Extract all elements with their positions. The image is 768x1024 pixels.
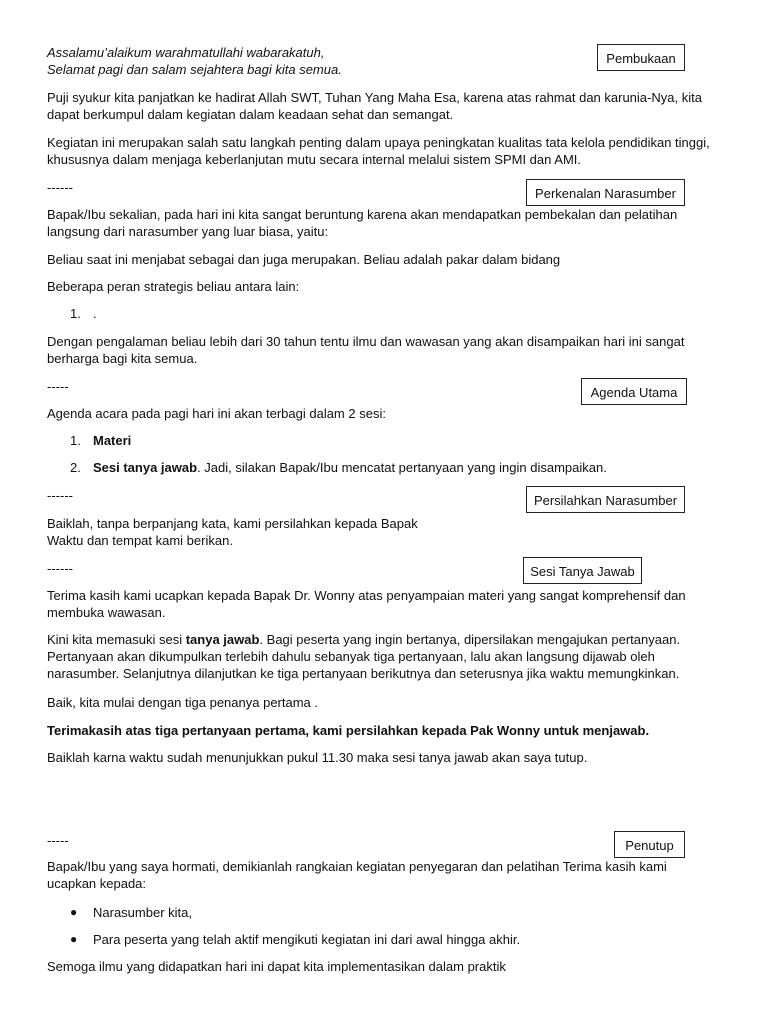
- closing-paragraph-1: Bapak/Ibu yang saya hormati, demikianlah rangkaian kegiatan penyegaran dan pelatihan Terima kasih kami ucapkan kepada:: [47, 859, 667, 891]
- opening-paragraph-2: Kegiatan ini merupakan salah satu langkah penting dalam upaya peningkatan kualitas tata kelola pendidikan tinggi, khususnya dalam menjaga keberlanjutan mutu secara internal melalui sistem SPMI dan AMI.: [47, 135, 710, 167]
- divider: ------: [47, 561, 73, 576]
- invite-line-1: Baiklah, tanpa berpanjang kata, kami persilahkan kepada Bapak: [47, 516, 418, 531]
- agenda-item-bold: Sesi tanya jawab: [93, 460, 198, 475]
- intro-paragraph-4: Dengan pengalaman beliau lebih dari 30 tahun tentu ilmu dan wawasan yang akan disampaikan hari ini sangat berharga bagi kita semua.: [47, 334, 685, 366]
- bullet-icon: ●: [70, 932, 78, 946]
- qa-paragraph-3: Baik, kita mulai dengan tiga penanya pertama .: [47, 695, 319, 710]
- intro-paragraph-2: Beliau saat ini menjabat sebagai dan juga merupakan. Beliau adalah pakar dalam bidang: [47, 252, 561, 267]
- label-box-perkenalan-narasumber: Perkenalan Narasumber: [526, 179, 685, 206]
- agenda-item-tanya-jawab: [93, 459, 713, 476]
- list-number: 1.: [70, 306, 81, 321]
- label-box-persilahkan-narasumber: Persilahkan Narasumber: [526, 486, 685, 513]
- qa-paragraph-5: Baiklah karna waktu sudah menunjukkan pukul 11.30 maka sesi tanya jawab akan saya tutup.: [47, 750, 588, 765]
- closing-bullet-2: Para peserta yang telah aktif mengikuti kegiatan ini dari awal hingga akhir.: [93, 932, 521, 947]
- agenda-number-1: 1.: [70, 433, 81, 448]
- greeting-line-1: Assalamu’alaikum warahmatullahi wabarakatuh,: [47, 45, 325, 60]
- closing-bullet-1: Narasumber kita,: [93, 905, 192, 920]
- agenda-paragraph: Agenda acara pada pagi hari ini akan terbagi dalam 2 sesi:: [47, 406, 386, 421]
- qa-paragraph-2-start: Kini kita memasuki sesi: [47, 632, 186, 647]
- divider: -----: [47, 379, 69, 394]
- qa-paragraph-2: [47, 631, 717, 682]
- bullet-icon: ●: [70, 905, 78, 919]
- qa-paragraph-4: Terimakasih atas tiga pertanyaan pertama, kami persilahkan kepada Pak Wonny untuk menjawab.: [47, 723, 650, 738]
- label-box-agenda-utama: Agenda Utama: [581, 378, 687, 405]
- qa-paragraph-1: Terima kasih kami ucapkan kepada Bapak Dr. Wonny atas penyampaian materi yang sangat komprehensif dan membuka wawasan.: [47, 588, 686, 620]
- agenda-item-materi: Materi: [93, 433, 132, 448]
- agenda-number-2: 2.: [70, 460, 81, 475]
- intro-paragraph-3: Beberapa peran strategis beliau antara lain:: [47, 279, 300, 294]
- agenda-item-rest: . Jadi, silakan Bapak/Ibu mencatat pertanyaan yang ingin disampaikan.: [197, 460, 607, 475]
- list-item: .: [93, 306, 97, 321]
- qa-paragraph-2-bold: tanya jawab: [185, 632, 260, 647]
- closing-paragraph-2: Semoga ilmu yang didapatkan hari ini dapat kita implementasikan dalam praktik: [47, 959, 506, 974]
- qa-paragraph-2-rest: . Bagi peserta yang ingin bertanya, dipersilakan mengajukan pertanyaan. Pertanyaan akan dikumpulkan terlebih dahulu sebanyak tiga pertanyaan, lalu akan langsung dijawab oleh narasumber. Selanjutnya dilanjutkan ke tiga pertanyaan berikutnya dan seterusnya jika waktu memungkinkan.: [47, 632, 681, 681]
- divider: -----: [47, 833, 69, 848]
- label-box-sesi-tanya-jawab: Sesi Tanya Jawab: [523, 557, 642, 584]
- opening-paragraph-1: Puji syukur kita panjatkan ke hadirat Allah SWT, Tuhan Yang Maha Esa, karena atas rahmat dan karunia-Nya, kita dapat berkumpul dalam kegiatan dalam keadaan sehat dan semangat.: [47, 90, 702, 122]
- greeting-line-2: Selamat pagi dan salam sejahtera bagi kita semua.: [47, 62, 342, 77]
- divider: ------: [47, 180, 73, 195]
- invite-line-2: Waktu dan tempat kami berikan.: [47, 533, 233, 548]
- label-box-penutup: Penutup: [614, 831, 685, 858]
- label-box-pembukaan: Pembukaan: [597, 44, 685, 71]
- intro-paragraph-1: Bapak/Ibu sekalian, pada hari ini kita sangat beruntung karena akan mendapatkan pembekalan dan pelatihan langsung dari narasumber yang luar biasa, yaitu:: [47, 207, 678, 239]
- divider: ------: [47, 488, 73, 503]
